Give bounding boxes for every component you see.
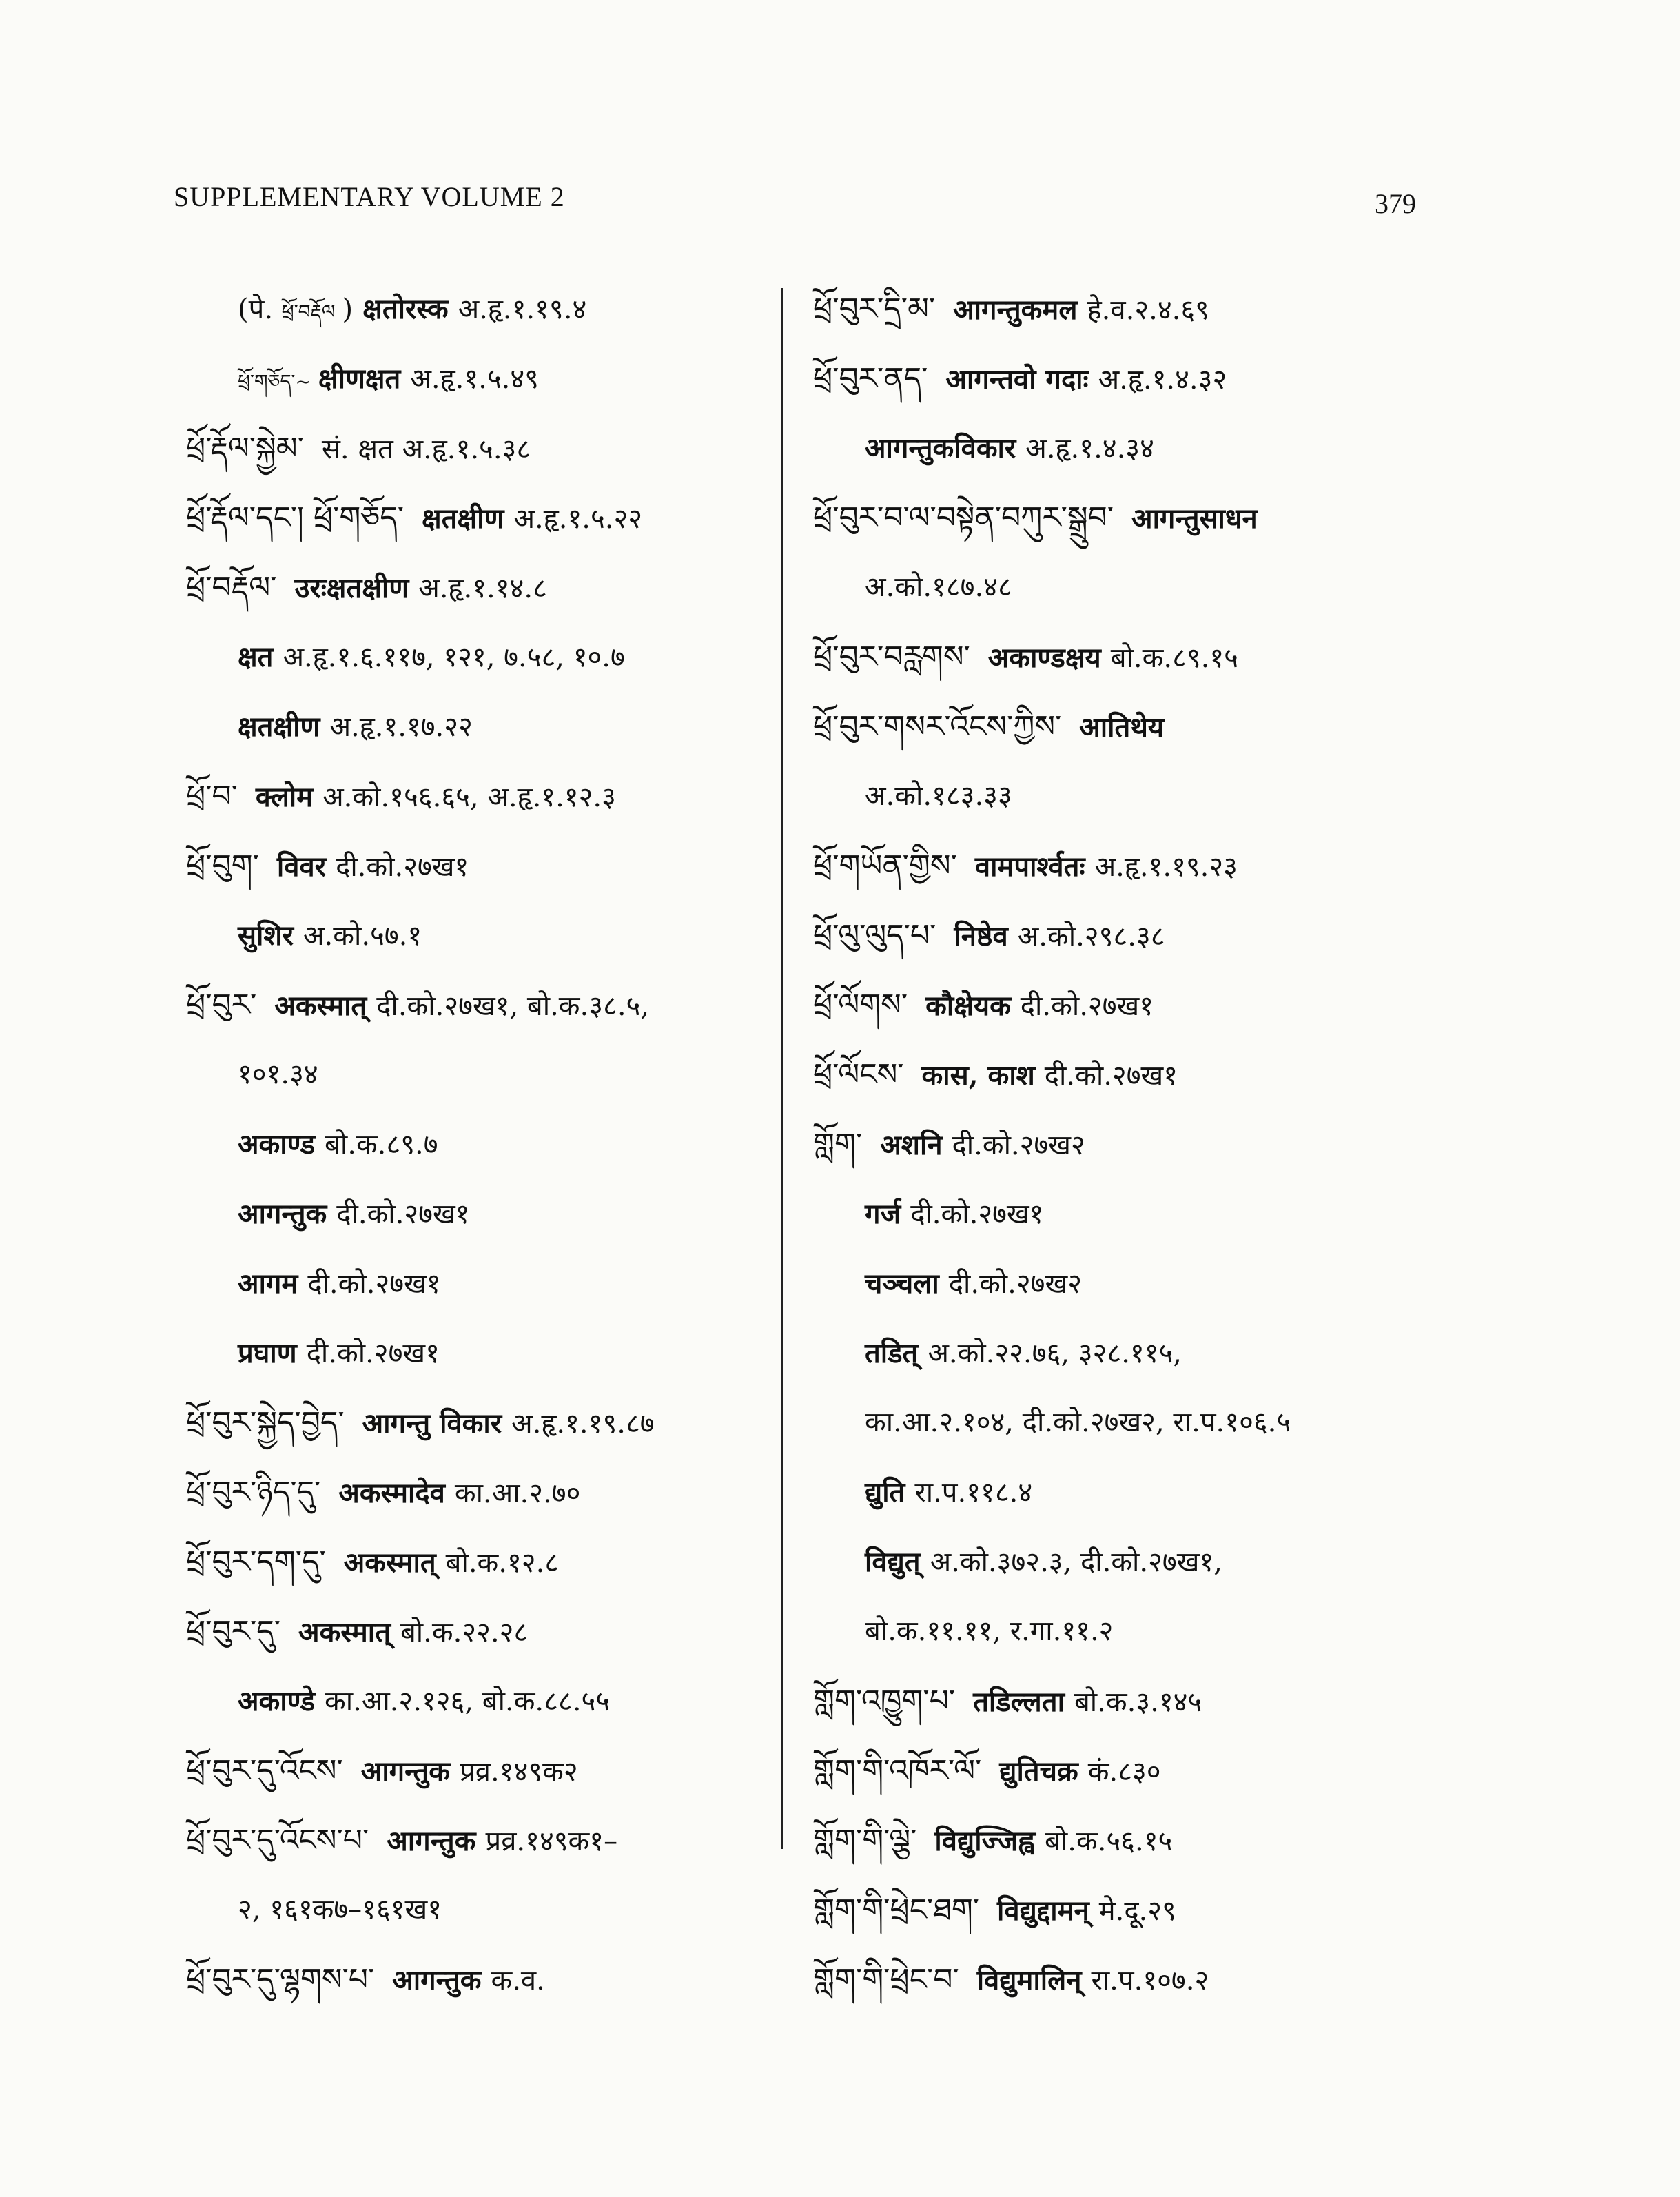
tibetan-headword: ཕྲོ་བརྡོལ [281, 300, 336, 323]
dictionary-entry [813, 1666, 1502, 1736]
sanskrit-equivalent: तडित् [865, 1337, 919, 1369]
source-reference: अ.को.१८७.४८ [865, 571, 1012, 603]
left-column [186, 274, 772, 2014]
source-reference: अ.हृ.१.४.३४ [1025, 433, 1154, 464]
source-reference: अ.हृ.१.५.४९ [410, 363, 539, 395]
source-reference: हे.व.२.४.६९ [1087, 294, 1209, 326]
dictionary-entry [186, 483, 772, 553]
sanskrit-equivalent: आगम [238, 1267, 298, 1300]
running-title: SUPPLEMENTARY VOLUME 2 [174, 181, 565, 212]
sanskrit-equivalent: विद्युत् [865, 1546, 921, 1578]
dictionary-entry [186, 1945, 772, 2014]
source-reference: अ.को.२९८.३८ [1017, 921, 1165, 952]
right-column [813, 274, 1502, 2014]
tibetan-headword: ཕྲོ་བུག་ [186, 848, 259, 883]
dictionary-entry [813, 483, 1502, 553]
dictionary-entry [813, 1875, 1502, 1945]
sanskrit-equivalent: विद्युद्दामन् [997, 1894, 1089, 1927]
sanskrit-equivalent: अकस्मात् [298, 1616, 391, 1648]
source-reference: दी.को.२७ख२ [948, 1268, 1082, 1300]
source-reference: अ.को.२२.७६, ३२८.११५, [928, 1338, 1182, 1369]
source-reference: २, १६१क७–१६१ख१ [238, 1894, 442, 1925]
tibetan-headword: ཕྲོ་ལོངས་ [813, 1057, 904, 1092]
source-reference: अ.को.१५६.६५, अ.हृ.१.१२.३ [322, 781, 616, 813]
dictionary-entry [813, 274, 1502, 344]
tibetan-headword: ཕྲོ་བརྡོལ་ [186, 570, 277, 605]
sanskrit-equivalent: आगन्तु विकार [362, 1407, 502, 1440]
source-reference: रा.प.१०७.२ [1091, 1965, 1209, 1996]
source-reference: दी.को.२७ख१ [1044, 1060, 1178, 1092]
sanskrit-equivalent: द्युति [865, 1476, 905, 1509]
source-reference: दी.को.२७ख१, बो.क.३८.५, [376, 990, 650, 1022]
source-reference: बो.क.३.१४५ [1074, 1686, 1202, 1718]
dictionary-entry [813, 692, 1502, 762]
dictionary-entry [813, 1388, 1502, 1458]
source-reference: क.व. [491, 1965, 545, 1996]
source-reference: बो.क.५६.१५ [1045, 1826, 1173, 1857]
dictionary-entry [813, 553, 1502, 622]
sanskrit-equivalent: आगन्तुक [387, 1825, 476, 1857]
dictionary-entry [813, 413, 1502, 483]
tibetan-headword: ཕྲོ་བུར་ནད་ [813, 361, 928, 396]
source-reference: अ.हृ.१.१९.२३ [1094, 851, 1238, 883]
tibetan-headword: གློག་གི་ལྕེ་ [813, 1823, 917, 1858]
sanskrit-equivalent: आगन्तुसाधन [1131, 502, 1258, 535]
sanskrit-equivalent: क्षतोरस्क [362, 293, 449, 325]
sanskrit-equivalent: चञ्चला [865, 1267, 939, 1300]
dictionary-entry [813, 762, 1502, 831]
sanskrit-equivalent: आगन्तुकमल [953, 294, 1078, 326]
sanskrit-equivalent: क्षीणक्षत [318, 362, 401, 395]
dictionary-entry [186, 1736, 772, 1806]
dictionary-entry [186, 274, 772, 344]
dictionary-entry [813, 1040, 1502, 1110]
sanskrit-equivalent: तडिल्लता [973, 1686, 1065, 1718]
dictionary-entry [186, 1388, 772, 1458]
sanskrit-equivalent: अकाण्डे [238, 1685, 316, 1717]
sanskrit-equivalent: अशनि [880, 1129, 943, 1161]
tibetan-headword: ཕྲོ་བུར་བ་ལ་བསྟེན་བཀུར་སྒྲུབ་ [813, 500, 1114, 535]
dictionary-entry [813, 622, 1502, 692]
tibetan-headword: ཕྲོ་བུར་སྐྱེད་བྱེད་ [186, 1405, 345, 1440]
source-reference: बो.क.१२.८ [445, 1547, 560, 1579]
dictionary-entry [813, 1806, 1502, 1875]
dictionary-entry [813, 970, 1502, 1040]
dictionary-entry [813, 831, 1502, 901]
source-reference: १०१.३४ [238, 1059, 318, 1090]
tibetan-headword: ཕྲོ་བུར་ཉིད་དུ་ [186, 1475, 321, 1510]
dictionary-entry [186, 1318, 772, 1388]
dictionary-entry [186, 692, 772, 762]
sanskrit-equivalent: गर्ज [865, 1198, 901, 1230]
dictionary-entry [813, 1736, 1502, 1806]
dictionary-entry [186, 1666, 772, 1736]
source-reference: प्रव्र.१४९क२ [460, 1756, 578, 1788]
sanskrit-equivalent: क्लोम [255, 781, 314, 813]
sanskrit-equivalent: कौक्षेयक [925, 990, 1011, 1022]
source-reference: मे.दू.२९ [1098, 1895, 1176, 1927]
tibetan-headword: ཕྲོ་ལོགས་ [813, 988, 908, 1023]
dictionary-entry [186, 1110, 772, 1179]
dictionary-entry [186, 553, 772, 622]
sanskrit-equivalent: अकस्मात् [343, 1546, 436, 1579]
dictionary-entry [186, 1458, 772, 1527]
tibetan-headword: ཕྲོ་གཡོན་གྱིས་ [813, 848, 957, 883]
sanskrit-equivalent: द्युतिचक्र [999, 1755, 1078, 1788]
dictionary-entry [186, 1527, 772, 1597]
column-divider [781, 288, 783, 1849]
page-number: 379 [1375, 188, 1416, 219]
source-reference: बो.क.८९.७ [325, 1129, 438, 1161]
dictionary-entry [186, 1040, 772, 1110]
tibetan-headword: གློག་གི་ཕྲེང་བ་ [813, 1962, 959, 1997]
sanskrit-equivalent: आगन्तवो गदाः [945, 363, 1089, 396]
dictionary-entry [813, 1458, 1502, 1527]
sanskrit-equivalent: अकस्मादेव [338, 1477, 445, 1509]
dictionary-entry [813, 1179, 1502, 1249]
source-reference: प्रव्र.१४९क१– [485, 1826, 618, 1857]
source-reference: बो.क.११.११, र.गा.११.२ [865, 1615, 1114, 1647]
dictionary-entry [186, 1597, 772, 1666]
sanskrit-equivalent: आतिथेय [1079, 711, 1165, 744]
source-reference: अ.को.५७.१ [303, 920, 422, 952]
tibetan-headword: ཕྲོ་བུར་དུ་ [186, 1614, 281, 1649]
sanskrit-equivalent: क्षतक्षीण [422, 502, 504, 535]
sanskrit-equivalent: कास, काश [921, 1059, 1035, 1092]
sanskrit-equivalent: विद्युमालिन् [976, 1964, 1082, 1996]
dictionary-entry [186, 831, 772, 901]
sanskrit-equivalent: आगन्तुक [238, 1198, 327, 1230]
tibetan-headword: གློག་གི་འཁོར་ལོ་ [813, 1753, 982, 1788]
sanskrit-equivalent: आगन्तुक [392, 1964, 482, 1996]
tibetan-headword: ཕྲོ་བུར་དུ་ལྷགས་པ་ [186, 1962, 375, 1997]
source-reference: रा.प.११८.४ [914, 1477, 1033, 1509]
source-reference: बो.क.२२.२८ [400, 1617, 529, 1648]
tibetan-headword: ཕྲོ་བུར་དུ་འོངས་ [186, 1753, 343, 1788]
dictionary-entry [186, 413, 772, 483]
dictionary-entry [813, 1110, 1502, 1179]
source-reference: सं. क्षत अ.हृ.१.५.३८ [321, 433, 531, 465]
tibetan-headword: ཕྲོ་བུར་བརླགས་ [813, 640, 970, 675]
dictionary-entry [186, 970, 772, 1040]
dictionary-entry [186, 762, 772, 831]
sanskrit-equivalent: अकाण्डक्षय [987, 642, 1101, 674]
source-reference: अ.हृ.१.१७.२२ [329, 711, 473, 743]
dictionary-entry [813, 1318, 1502, 1388]
sanskrit-equivalent: उरःक्षतक्षीण [294, 572, 409, 604]
source-reference: का.आ.२.७० [454, 1478, 581, 1509]
source-reference: अ.हृ.१.६.११७, १२१, ७.५८, १०.७ [283, 642, 625, 673]
tibetan-headword: ཕྲོ་བུར་དག་དུ་ [186, 1544, 326, 1580]
source-reference: का.आ.२.१२६, बो.क.८८.५५ [325, 1686, 611, 1717]
source-reference: अ.हृ.१.५.२२ [513, 503, 643, 535]
source-reference: दी.को.२७ख१ [307, 1268, 441, 1300]
source-reference: दी.को.२७ख१ [336, 1198, 470, 1230]
sanskrit-equivalent: प्रघाण [238, 1337, 297, 1369]
tibetan-headword: ཕྲོ་བ་ [186, 779, 238, 814]
tibetan-headword: ཕྲོ་བུར་གསར་འོངས་ཀྱིས་ [813, 709, 1062, 744]
source-reference: अ.हृ.१.१९.४ [458, 294, 587, 325]
source-reference: दी.को.२७ख१ [306, 1338, 440, 1369]
sanskrit-equivalent: विवर [276, 850, 327, 883]
sanskrit-equivalent: क्षत [238, 641, 274, 673]
source-reference: अ.को.३७२.३, दी.को.२७ख१, [930, 1546, 1222, 1578]
source-reference: बो.क.८९.१५ [1110, 642, 1238, 674]
source-reference: दी.को.२७ख१ [336, 851, 469, 883]
dictionary-entry [186, 901, 772, 970]
source-reference: अ.हृ.१.१९.८७ [511, 1408, 655, 1440]
dictionary-entry [186, 622, 772, 692]
sanskrit-equivalent: सुशिर [238, 919, 294, 952]
sanskrit-equivalent: आगन्तुकविकार [865, 432, 1016, 464]
sanskrit-equivalent: क्षतक्षीण [238, 711, 320, 743]
entry-suffix: ) [342, 294, 354, 325]
tibetan-headword: གློག་གི་ཕྲེང་ཐག་ [813, 1892, 980, 1928]
source-reference: दी.को.२७ख२ [952, 1130, 1085, 1161]
tibetan-headword: གློག་འཁྱུག་པ་ [813, 1684, 956, 1719]
source-reference: का.आ.२.१०४, दी.को.२७ख२, रा.प.१०६.५ [865, 1407, 1291, 1438]
tibetan-headword: ཕྲོ་རྡོལ་དང་། ཕྲོ་གཅོད་ [186, 500, 404, 535]
sanskrit-equivalent: अकस्मात् [274, 990, 367, 1022]
source-reference: दी.को.२७ख१ [1020, 990, 1154, 1022]
sanskrit-equivalent: अकाण्ड [238, 1128, 316, 1161]
source-reference: अ.हृ.१.४.३२ [1098, 364, 1227, 396]
sanskrit-equivalent: वामपार्श्वतः [974, 850, 1085, 883]
dictionary-entry [186, 1875, 772, 1945]
source-reference: दी.को.२७ख१ [910, 1198, 1044, 1230]
tibetan-headword: ཕྲོ་ལུ་ལུད་པ་ [813, 918, 936, 953]
sanskrit-equivalent: निष्ठेव [954, 920, 1008, 952]
dictionary-entry [813, 901, 1502, 970]
dictionary-entry [813, 344, 1502, 413]
source-reference: अ.हृ.१.१४.८ [418, 573, 547, 604]
dictionary-entry [813, 1249, 1502, 1318]
tibetan-headword: ཕྲོ་བུར་དུ་འོངས་པ་ [186, 1823, 369, 1858]
dictionary-entry [186, 1179, 772, 1249]
tibetan-headword: ཕྲོ་བུར་དྲི་མ་ [813, 292, 936, 327]
dictionary-entry [813, 1945, 1502, 2014]
tibetan-headword: ཕྲོ་གཅོད་~ [238, 370, 311, 393]
dictionary-entry [186, 1249, 772, 1318]
tibetan-headword: གློག་ [813, 1127, 863, 1162]
sanskrit-equivalent: विद्युज्जिह्व [934, 1825, 1036, 1857]
tibetan-headword: ཕྲོ་བུར་ [186, 988, 257, 1023]
dictionary-entry [813, 1527, 1502, 1597]
source-reference: कं.८३० [1087, 1756, 1161, 1788]
dictionary-entry [186, 1806, 772, 1875]
dictionary-entry [186, 344, 772, 413]
entry-prefix: (पे. [238, 294, 282, 325]
tibetan-headword: ཕྲོ་རྡོལ་སྐྱེམ་ [186, 431, 304, 466]
dictionary-entry [813, 1597, 1502, 1666]
source-reference: अ.को.१८३.३३ [865, 780, 1012, 812]
sanskrit-equivalent: आगन्तुक [360, 1755, 450, 1788]
